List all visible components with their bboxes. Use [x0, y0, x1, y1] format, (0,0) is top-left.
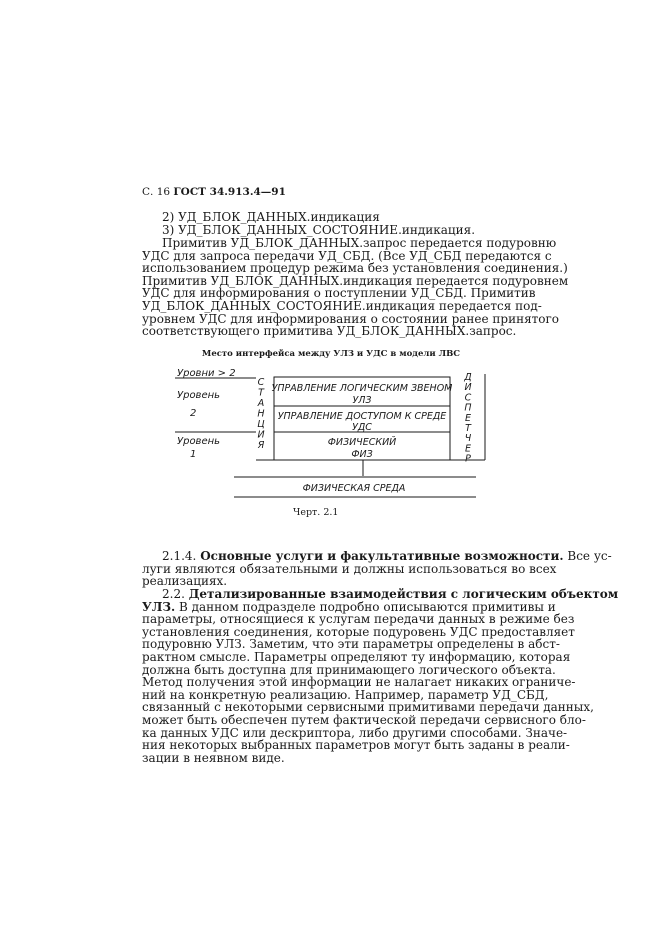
physical-medium-label: ФИЗИЧЕСКАЯ СРЕДА [302, 483, 406, 494]
vertical-letter: Т [258, 387, 264, 399]
text-line: реализациях. [142, 574, 228, 589]
text-line: УДС для запроса передачи УД_СБД. (Все УД_СБД передаются с [142, 248, 552, 263]
level-label: 1 [190, 449, 197, 460]
figure-caption: Черт. 2.1 [293, 507, 339, 518]
vertical-letter: Ц [257, 419, 265, 430]
llc-block-abbr: УЛЗ [352, 395, 372, 406]
vertical-letter: Н [257, 408, 265, 420]
mac-block-label: УПРАВЛЕНИЕ ДОСТУПОМ К СРЕДЕ [277, 411, 447, 422]
vertical-letter: С [257, 377, 265, 388]
list-item: 2) УД_БЛОК_ДАННЫХ.индикация [162, 210, 380, 224]
text-line: Примитив УД_БЛОК_ДАННЫХ.индикация передается подуровнем [142, 273, 569, 288]
text-line: рактном смысле. Параметры определяют ту информацию, которая [142, 649, 571, 664]
text-line: УД_БЛОК_ДАННЫХ_СОСТОЯНИЕ.индикация передается под- [142, 298, 542, 313]
section-2-2 [142, 587, 619, 765]
section-title: Основные услуги и факультативные возможности. [200, 549, 564, 563]
figure-title: Место интерфейса между УЛЗ и УДС в модели ЛВС [201, 349, 461, 359]
llc-block-label: УПРАВЛЕНИЕ ЛОГИЧЕСКИМ ЗВЕНОМ [271, 383, 453, 394]
vertical-letter: Д [464, 372, 472, 383]
text-line: Все ус- [563, 549, 612, 563]
text-line: соответствующего примитива УД_БЛОК_ДАННЫХ.запрос. [142, 324, 517, 339]
text-line: подуровню УЛЗ. Заметим, что эти параметры определены в абст- [142, 637, 560, 652]
list-item: 3) УД_БЛОК_ДАННЫХ_СОСТОЯНИЕ.индикация. [162, 222, 476, 237]
vertical-letter: Е [464, 443, 472, 455]
vertical-letter: И [464, 382, 472, 394]
text-line: Метод получения этой информации не налагает никаких ограниче- [142, 675, 576, 690]
vertical-letter: П [464, 402, 472, 414]
text-line: Примитив УД_БЛОК_ДАННЫХ.запрос передается подуровню [162, 236, 557, 250]
mac-block-abbr: УДС [352, 422, 372, 433]
section-number: 2.1.4. [162, 549, 197, 563]
standard-number: ГОСТ 34.913.4—91 [173, 186, 286, 198]
dispatcher-vertical-label [463, 372, 472, 465]
phy-block-abbr: ФИЗ [351, 449, 373, 460]
level-label: Уровни > 2 [177, 368, 236, 379]
level-label: Уровень [177, 436, 221, 447]
level-label: 2 [190, 408, 197, 419]
text-line: связанный с некоторыми сервисными примитивами передачи данных, [142, 700, 594, 715]
text-line: должна быть доступна для принимающего логического объекта. [142, 662, 556, 677]
text-line: уровнем УДС для информирования о состоянии ранее принятого [142, 311, 560, 326]
section-title: Детализированные взаимодействия с логическим объектом [188, 587, 619, 601]
page-number: С. 16 [142, 186, 171, 198]
section-number: 2.2. [162, 587, 185, 601]
vertical-letter: Р [465, 453, 471, 465]
text-line: УДС для информирования о поступлении УД_СБД. Примитив [142, 286, 536, 301]
text-line: ний на конкретную реализацию. Например, параметр УД_СБД, [142, 687, 549, 702]
vertical-letter: А [257, 398, 265, 409]
text-line: может быть обеспечен путем фактической передачи сервисного бло- [142, 712, 586, 727]
phy-block-label: ФИЗИЧЕСКИЙ [327, 437, 397, 448]
vertical-letter: Я [257, 440, 265, 451]
text-line: ка данных УДС или дескриптора, либо другими способами. Значе- [142, 725, 568, 740]
vertical-letter: Ч [464, 433, 472, 445]
station-vertical-label [257, 377, 266, 451]
text-line: В данном подразделе подробно описываются примитивы и [175, 599, 556, 614]
vertical-letter: И [257, 429, 265, 441]
section-first-line [142, 549, 612, 563]
section-2-1-4 [142, 549, 612, 589]
text-line: установления соединения, которые подуровень УДС предоставляет [142, 624, 575, 639]
text-line: ния некоторых выбранных параметров могут быть заданы в реали- [142, 738, 570, 753]
text-line: использованием процедур режима без установления соединения.) [142, 261, 568, 276]
vertical-letter: Т [465, 423, 471, 434]
level-label: Уровень [177, 390, 221, 401]
vertical-letter: Е [464, 412, 472, 424]
text-line: луги являются обязательными и должны использоваться во всех [142, 561, 557, 576]
vertical-letter: С [464, 392, 472, 404]
text-line: параметры, относящиеся к услугам передачи данных в режиме без [142, 612, 575, 627]
text-line: зации в неявном виде. [142, 750, 285, 765]
section-title-end: УЛЗ. [142, 599, 176, 614]
